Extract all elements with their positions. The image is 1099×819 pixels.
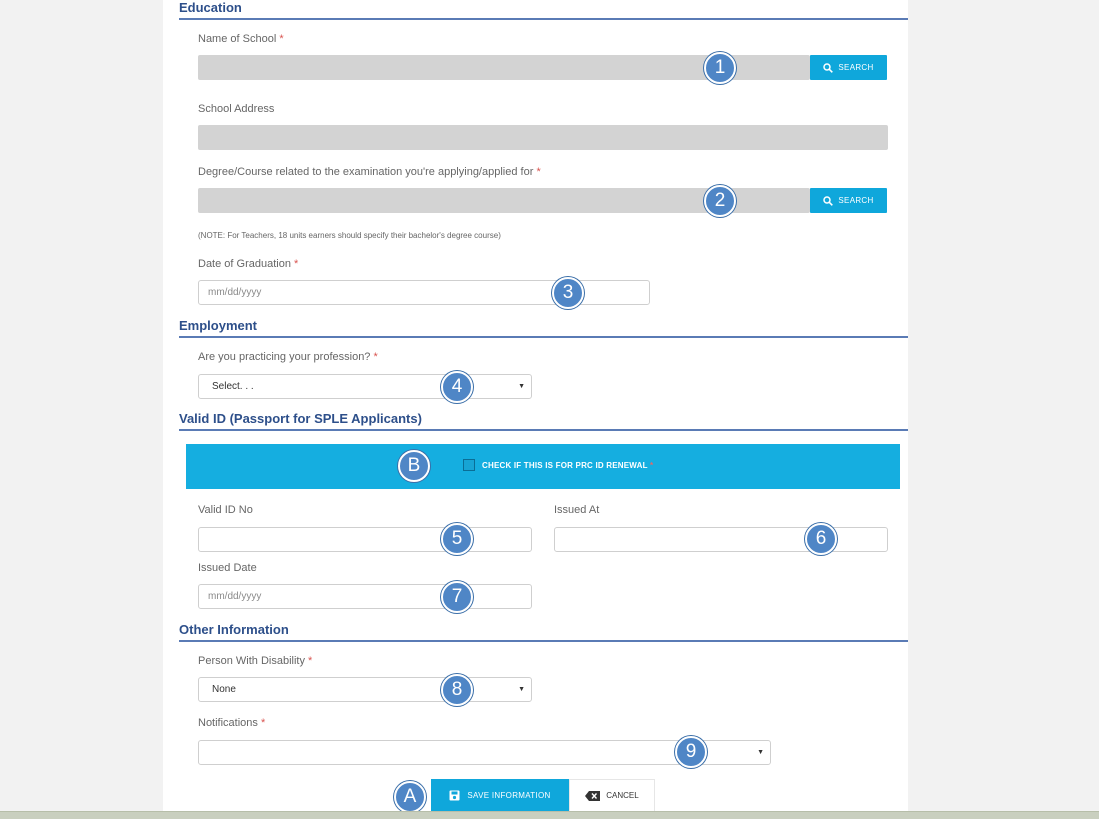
valid-id-no-label: Valid ID No [198,504,253,516]
issued-at-label: Issued At [554,504,600,516]
annotation-badge-2: 2 [704,185,736,217]
cancel-button[interactable]: CANCEL [569,779,655,812]
practicing-label: Are you practicing your profession? * [198,351,378,363]
renewal-banner [186,444,900,489]
annotation-badge-6: 6 [805,523,837,555]
school-name-label: Name of School * [198,33,284,45]
graduation-date-input[interactable]: mm/dd/yyyy [198,280,650,305]
backspace-icon [585,791,600,801]
annotation-badge-b: B [398,450,430,482]
annotation-badge-1: 1 [704,52,736,84]
valid-id-no-input[interactable] [198,527,532,552]
search-icon [823,63,833,73]
degree-search-button[interactable]: SEARCH [810,188,887,213]
renewal-checkbox[interactable] [463,459,475,471]
section-education-title: Education [179,0,908,20]
chevron-down-icon: ▼ [518,383,525,390]
degree-label: Degree/Course related to the examination you're applying/applied for * [198,166,541,178]
save-icon [449,790,460,801]
school-address-label: School Address [198,103,275,115]
practicing-select[interactable]: Select. . . ▼ [198,374,532,399]
registration-form [163,0,908,812]
graduation-date-label: Date of Graduation * [198,258,299,270]
annotation-badge-5: 5 [441,523,473,555]
issued-date-label: Issued Date [198,562,257,574]
pwd-label: Person With Disability * [198,655,313,667]
section-employment-title: Employment [179,318,908,338]
notifications-label: Notifications * [198,717,266,729]
chevron-down-icon: ▼ [518,686,525,693]
chevron-down-icon: ▼ [757,749,764,756]
annotation-badge-4: 4 [441,371,473,403]
annotation-badge-3: 3 [552,277,584,309]
pwd-select[interactable]: None ▼ [198,677,532,702]
renewal-label: CHECK IF THIS IS FOR PRC ID RENEWAL * [482,461,654,470]
save-information-button[interactable]: SAVE INFORMATION [431,779,569,812]
annotation-badge-a: A [394,781,426,813]
annotation-badge-9: 9 [675,736,707,768]
school-search-button[interactable]: SEARCH [810,55,887,80]
annotation-badge-8: 8 [441,674,473,706]
section-valid-id-title: Valid ID (Passport for SPLE Applicants) [179,411,908,431]
issued-date-input[interactable]: mm/dd/yyyy [198,584,532,609]
school-address-field[interactable] [198,125,888,150]
teacher-note: (NOTE: For Teachers, 18 units earners should specify their bachelor's degree course) [198,231,501,240]
issued-at-input[interactable] [554,527,888,552]
section-other-title: Other Information [179,622,908,642]
search-icon [823,196,833,206]
annotation-badge-7: 7 [441,581,473,613]
window-bottom-bar [0,811,1099,819]
